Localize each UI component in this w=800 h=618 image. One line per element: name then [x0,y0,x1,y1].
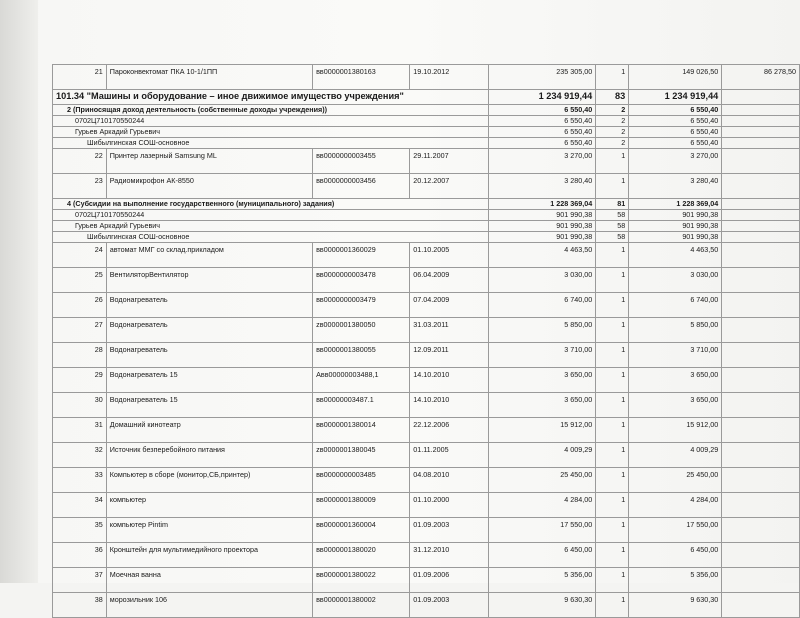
subtotal-qty: 58 [596,210,629,221]
row-number: 29 [53,368,107,393]
acquisition-date: 29.11.2007 [410,149,489,174]
item-name: компьютер Pintim [106,518,312,543]
quantity: 1 [596,268,629,293]
empty-cell [722,493,800,518]
empty-cell [722,174,800,199]
quantity: 1 [596,468,629,493]
cost: 4 009,29 [489,443,596,468]
residual-value: 3 030,00 [629,268,722,293]
inventory-number: вв0000001380055 [313,343,410,368]
quantity: 1 [596,593,629,618]
subtotal-row [53,210,800,221]
section-qty: 83 [596,90,629,105]
empty-cell [722,116,800,127]
inventory-table [52,64,800,618]
empty-cell [722,318,800,343]
table-row [53,418,800,443]
subtotal-residual: 6 550,40 [629,138,722,149]
subtotal-row [53,116,800,127]
subtotal-row [53,127,800,138]
subtotal-qty: 58 [596,232,629,243]
table-row [53,65,800,90]
item-name: компьютер [106,493,312,518]
cost: 3 280,40 [489,174,596,199]
row-number: 24 [53,243,107,268]
residual-value: 149 026,50 [629,65,722,90]
acquisition-date: 14.10.2010 [410,393,489,418]
quantity: 1 [596,543,629,568]
residual-value: 3 650,00 [629,368,722,393]
row-number: 22 [53,149,107,174]
inventory-number: zв0000001380045 [313,443,410,468]
empty-cell [722,443,800,468]
table-row [53,368,800,393]
acquisition-date: 01.11.2005 [410,443,489,468]
residual-value: 3 650,00 [629,393,722,418]
acquisition-date: 04.08.2010 [410,468,489,493]
table-row [53,393,800,418]
quantity: 1 [596,65,629,90]
item-name: Компьютер в сборе (монитор,СБ,принтер) [106,468,312,493]
row-number: 26 [53,293,107,318]
residual-value: 3 710,00 [629,343,722,368]
cost: 25 450,00 [489,468,596,493]
subtotal-cost: 901 990,38 [489,210,596,221]
subtotal-residual: 901 990,38 [629,232,722,243]
table-row [53,518,800,543]
quantity: 1 [596,393,629,418]
empty-cell [722,199,800,210]
empty-cell [722,393,800,418]
subtotal-label: 0702Ц710170550244 [53,210,489,221]
table-row [53,343,800,368]
group-title: 2 (Приносящая доход деятельность (собственные доходы учреждения)) [53,105,489,116]
group-cost: 6 550,40 [489,105,596,116]
section-residual: 1 234 919,44 [629,90,722,105]
quantity: 1 [596,149,629,174]
empty-cell [722,368,800,393]
table-row [53,243,800,268]
item-name: Пароконвектомат ПКА 10-1/1ПП [106,65,312,90]
acquisition-date: 01.09.2003 [410,593,489,618]
quantity: 1 [596,243,629,268]
item-name: Радиомикрофон АК-8550 [106,174,312,199]
empty-cell [722,518,800,543]
inventory-number: вв0000001380002 [313,593,410,618]
cost: 6 740,00 [489,293,596,318]
item-name: Источник безперебойного питания [106,443,312,468]
inventory-number: вв0000001380163 [313,65,410,90]
table-row [53,468,800,493]
section-cost: 1 234 919,44 [489,90,596,105]
acquisition-date: 31.03.2011 [410,318,489,343]
inventory-number: вв0000001380022 [313,568,410,593]
subtotal-label: Шибылгинская СОШ-основное [53,232,489,243]
group-header-row [53,105,800,116]
subtotal-cost: 901 990,38 [489,232,596,243]
section-row [53,90,800,105]
empty-cell [722,127,800,138]
item-name: Принтер лазерный Samsung ML [106,149,312,174]
residual-value: 5 356,00 [629,568,722,593]
subtotal-row [53,138,800,149]
inventory-number: вв0000000003456 [313,174,410,199]
residual-value: 6 450,00 [629,543,722,568]
residual-value: 17 550,00 [629,518,722,543]
residual-value: 6 740,00 [629,293,722,318]
inventory-number: вв0000000003479 [313,293,410,318]
empty-cell [722,543,800,568]
subtotal-label: 0702Ц710170550244 [53,116,489,127]
inventory-number: вв00000003487.1 [313,393,410,418]
empty-cell [722,418,800,443]
subtotal-residual: 901 990,38 [629,221,722,232]
table-row [53,568,800,593]
empty-cell [722,468,800,493]
subtotal-cost: 6 550,40 [489,138,596,149]
group-qty: 2 [596,105,629,116]
inventory-number: вв0000001380014 [313,418,410,443]
subtotal-label: Шибылгинская СОШ-основное [53,138,489,149]
quantity: 1 [596,568,629,593]
section-title: 101.34 "Машины и оборудование – иное движимое имущество учреждения" [53,90,489,105]
item-name: Водонагреватель 15 [106,393,312,418]
table-row [53,443,800,468]
cost: 17 550,00 [489,518,596,543]
quantity: 1 [596,293,629,318]
subtotal-residual: 6 550,40 [629,127,722,138]
inventory-number: вв0000001360004 [313,518,410,543]
row-number: 37 [53,568,107,593]
cost: 5 850,00 [489,318,596,343]
empty-cell [722,232,800,243]
subtotal-qty: 2 [596,116,629,127]
table-row [53,149,800,174]
quantity: 1 [596,443,629,468]
item-name: Водонагреватель 15 [106,368,312,393]
subtotal-qty: 58 [596,221,629,232]
row-number: 28 [53,343,107,368]
item-name: ВентиляторВентилятор [106,268,312,293]
acquisition-date: 01.09.2003 [410,518,489,543]
row-number: 35 [53,518,107,543]
empty-cell [722,149,800,174]
acquisition-date: 01.10.2000 [410,493,489,518]
row-number: 36 [53,543,107,568]
page-edge-shadow [0,0,38,583]
quantity: 1 [596,368,629,393]
group-header-row [53,199,800,210]
residual-value: 9 630,30 [629,593,722,618]
acquisition-date: 07.04.2009 [410,293,489,318]
empty-cell [722,343,800,368]
cost: 3 650,00 [489,393,596,418]
residual-value: 25 450,00 [629,468,722,493]
quantity: 1 [596,418,629,443]
row-number: 38 [53,593,107,618]
item-name: Водонагреватель [106,318,312,343]
empty-cell [722,268,800,293]
subtotal-row [53,232,800,243]
cost: 3 030,00 [489,268,596,293]
quantity: 1 [596,343,629,368]
item-name: Водонагреватель [106,293,312,318]
subtotal-cost: 6 550,40 [489,116,596,127]
cost: 9 630,30 [489,593,596,618]
group-residual: 6 550,40 [629,105,722,116]
acquisition-date: 22.12.2006 [410,418,489,443]
acquisition-date: 14.10.2010 [410,368,489,393]
cost: 15 912,00 [489,418,596,443]
inventory-number: вв0000000003485 [313,468,410,493]
empty-cell [722,243,800,268]
group-residual: 1 228 369,04 [629,199,722,210]
item-name: морозильник 106 [106,593,312,618]
subtotal-residual: 6 550,40 [629,116,722,127]
table-row [53,493,800,518]
subtotal-cost: 901 990,38 [489,221,596,232]
cost: 3 270,00 [489,149,596,174]
table-row [53,268,800,293]
group-qty: 81 [596,199,629,210]
cost: 5 356,00 [489,568,596,593]
subtotal-label: Гурьев Аркадий Гурьевич [53,127,489,138]
subtotal-cost: 6 550,40 [489,127,596,138]
cost: 6 450,00 [489,543,596,568]
cost: 235 305,00 [489,65,596,90]
empty-cell [722,210,800,221]
table-row [53,174,800,199]
residual-value: 3 280,40 [629,174,722,199]
empty-cell [722,138,800,149]
acquisition-date: 12.09.2011 [410,343,489,368]
cost: 3 710,00 [489,343,596,368]
empty-cell [722,221,800,232]
inventory-number: zв0000001380050 [313,318,410,343]
inventory-number: вв0000000003455 [313,149,410,174]
residual-value: 3 270,00 [629,149,722,174]
acquisition-date: 01.10.2005 [410,243,489,268]
subtotal-qty: 2 [596,138,629,149]
group-title: 4 (Субсидии на выполнение государственного (муниципального) задания) [53,199,489,210]
subtotal-label: Гурьев Аркадий Гурьевич [53,221,489,232]
inventory-number: вв0000001380009 [313,493,410,518]
inventory-number: вв0000000003478 [313,268,410,293]
row-number: 34 [53,493,107,518]
item-name: Моечная ванна [106,568,312,593]
acquisition-date: 20.12.2007 [410,174,489,199]
table-row [53,543,800,568]
inventory-number: вв0000001360029 [313,243,410,268]
item-name: Домашний кинотеатр [106,418,312,443]
cost: 4 284,00 [489,493,596,518]
row-number: 33 [53,468,107,493]
row-number: 21 [53,65,107,90]
residual-value: 4 009,29 [629,443,722,468]
empty-cell [722,105,800,116]
residual-value: 5 850,00 [629,318,722,343]
empty-cell [722,293,800,318]
row-number: 32 [53,443,107,468]
cost: 4 463,50 [489,243,596,268]
cost: 3 650,00 [489,368,596,393]
subtotal-residual: 901 990,38 [629,210,722,221]
quantity: 1 [596,174,629,199]
acquisition-date: 19.10.2012 [410,65,489,90]
residual-value: 15 912,00 [629,418,722,443]
quantity: 1 [596,493,629,518]
residual-value: 4 463,50 [629,243,722,268]
row-number: 23 [53,174,107,199]
item-name: Кронштейн для мультимедийного проектора [106,543,312,568]
quantity: 1 [596,518,629,543]
residual-value: 4 284,00 [629,493,722,518]
extra-value: 86 278,50 [722,65,800,90]
empty-cell [722,568,800,593]
item-name: автомат ММГ со склад.прикладом [106,243,312,268]
row-number: 30 [53,393,107,418]
table-row [53,593,800,618]
table-row [53,293,800,318]
row-number: 27 [53,318,107,343]
quantity: 1 [596,318,629,343]
acquisition-date: 06.04.2009 [410,268,489,293]
acquisition-date: 31.12.2010 [410,543,489,568]
row-number: 31 [53,418,107,443]
acquisition-date: 01.09.2006 [410,568,489,593]
inventory-number: Авв00000003488,1 [313,368,410,393]
subtotal-row [53,221,800,232]
item-name: Водонагреватель [106,343,312,368]
table-row [53,318,800,343]
inventory-number: вв0000001380020 [313,543,410,568]
empty-cell [722,593,800,618]
subtotal-qty: 2 [596,127,629,138]
row-number: 25 [53,268,107,293]
group-cost: 1 228 369,04 [489,199,596,210]
